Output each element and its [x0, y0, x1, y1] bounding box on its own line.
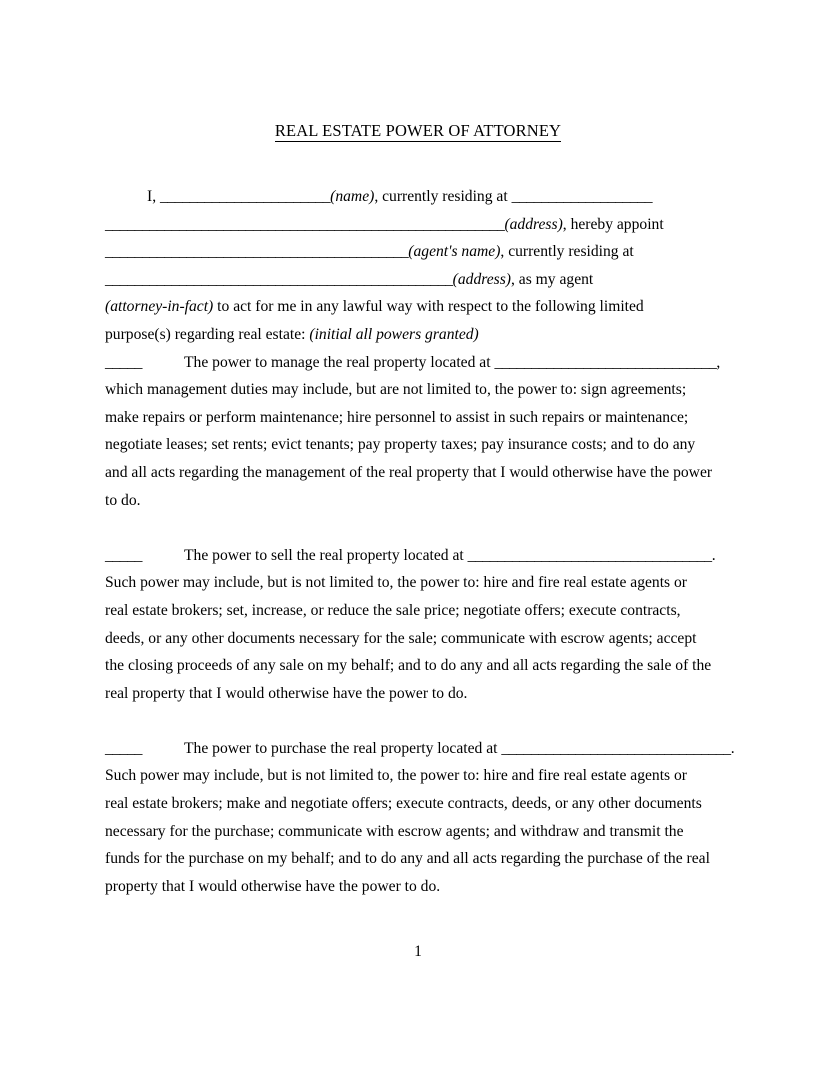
clause-manage-body-line: make repairs or perform maintenance; hire personnel to assist in such repairs or maintenance;	[105, 408, 689, 426]
page-title	[0, 121, 836, 141]
as-my-agent-text: , as my agent	[510, 270, 594, 288]
intro-line-3	[105, 238, 737, 266]
hereby-appoint-text: , hereby appoint	[562, 215, 664, 233]
clause-purchase-body-line: real estate brokers; make and negotiate offers; execute contracts, deeds, or any other documents	[105, 795, 702, 813]
clause-manage-body-line: which management duties may include, but are not limited to, the power to: sign agreements;	[105, 381, 687, 399]
intro-line-1	[105, 183, 737, 211]
lawful-way-text: to act for me in any lawful way with respect to the following limited	[213, 298, 644, 316]
intro-line-4	[105, 266, 737, 294]
paragraph-spacer	[105, 707, 737, 735]
clause-sell-body-line: the closing proceeds of any sale on my behalf; and to do any and all acts regarding the sale of the	[105, 657, 712, 675]
clause-sell-heading	[105, 542, 737, 570]
clause-sell-property-blank[interactable]: _________________________________	[467, 546, 712, 564]
clause-purchase-property-blank[interactable]: _______________________________	[501, 739, 731, 757]
address-blank-field-part2[interactable]: ______________________________________________________	[105, 215, 505, 233]
agent-name-blank-field[interactable]: _________________________________________	[105, 243, 409, 261]
attorney-in-fact-label: (attorney-in-fact)	[105, 298, 214, 316]
agent-residing-text: , currently residing at	[500, 243, 634, 261]
clause-manage-heading	[105, 349, 737, 377]
clause-manage-heading-text: The power to manage the real property located at	[184, 353, 495, 371]
clause-sell-initial-blank[interactable]: _____	[105, 546, 142, 564]
clause-manage-heading-end: ,	[716, 353, 721, 371]
clause-sell-body-line: real estate brokers; set, increase, or reduce the sale price; negotiate offers; execute contracts,	[105, 601, 681, 619]
paragraph-spacer	[105, 514, 737, 542]
agent-name-label: (agent's name)	[408, 243, 501, 261]
clause-manage-body-line: negotiate leases; set rents; evict tenants; pay property taxes; pay insurance costs; and to do any	[105, 436, 696, 454]
page-title-text: REAL ESTATE POWER OF ATTORNEY	[274, 121, 562, 140]
intro-i-text: I,	[147, 188, 160, 205]
initial-all-powers-label: (initial all powers granted)	[309, 325, 479, 343]
clause-purchase-initial-blank[interactable]: _____	[105, 739, 142, 757]
clause-purchase-body-line: Such power may include, but is not limited to, the power to: hire and fire real estate agents or	[105, 767, 688, 785]
intro-line-2	[105, 211, 737, 239]
clause-sell-body-line: Such power may include, but is not limited to, the power to: hire and fire real estate agents or	[105, 574, 688, 592]
clause-purchase-heading	[105, 735, 737, 763]
intro-residing-text: , currently residing at	[374, 188, 512, 205]
clause-sell-body-line: deeds, or any other documents necessary for the sale; communicate with escrow agents; accept	[105, 629, 697, 647]
page-number: 1	[414, 943, 422, 960]
intro-line-5	[105, 293, 737, 321]
agent-address-label: (address)	[452, 270, 511, 288]
clause-purchase-heading-end: .	[730, 739, 735, 757]
name-label: (name)	[330, 188, 375, 205]
purposes-text: purpose(s) regarding real estate:	[105, 325, 310, 343]
clause-manage-initial-blank[interactable]: _____	[105, 353, 142, 371]
document-body	[105, 183, 737, 900]
address-blank-field-part1[interactable]: ___________________	[511, 188, 653, 205]
clause-manage-property-blank[interactable]: ______________________________	[494, 353, 717, 371]
clause-sell-heading-text: The power to sell the real property located at	[184, 546, 468, 564]
clause-manage-body-line: to do.	[105, 491, 141, 509]
clause-purchase-body-line: funds for the purchase on my behalf; and to do any and all acts regarding the purchase of the real	[105, 850, 710, 868]
address-label: (address)	[504, 215, 563, 233]
clause-purchase-heading-text: The power to purchase the real property located at	[184, 739, 502, 757]
clause-sell-body-line: real property that I would otherwise have the power to do.	[105, 684, 468, 702]
agent-address-blank-field[interactable]: _______________________________________________	[105, 270, 453, 288]
name-blank-field[interactable]: _______________________	[160, 188, 331, 205]
clause-purchase-body-line: necessary for the purchase; communicate with escrow agents; and withdraw and transmit the	[105, 822, 684, 840]
clause-purchase-body-line: property that I would otherwise have the power to do.	[105, 877, 441, 895]
clause-sell-heading-end: .	[711, 546, 716, 564]
clause-manage-body-line: and all acts regarding the management of the real property that I would otherwise have the power	[105, 463, 713, 481]
intro-line-6	[105, 321, 737, 349]
